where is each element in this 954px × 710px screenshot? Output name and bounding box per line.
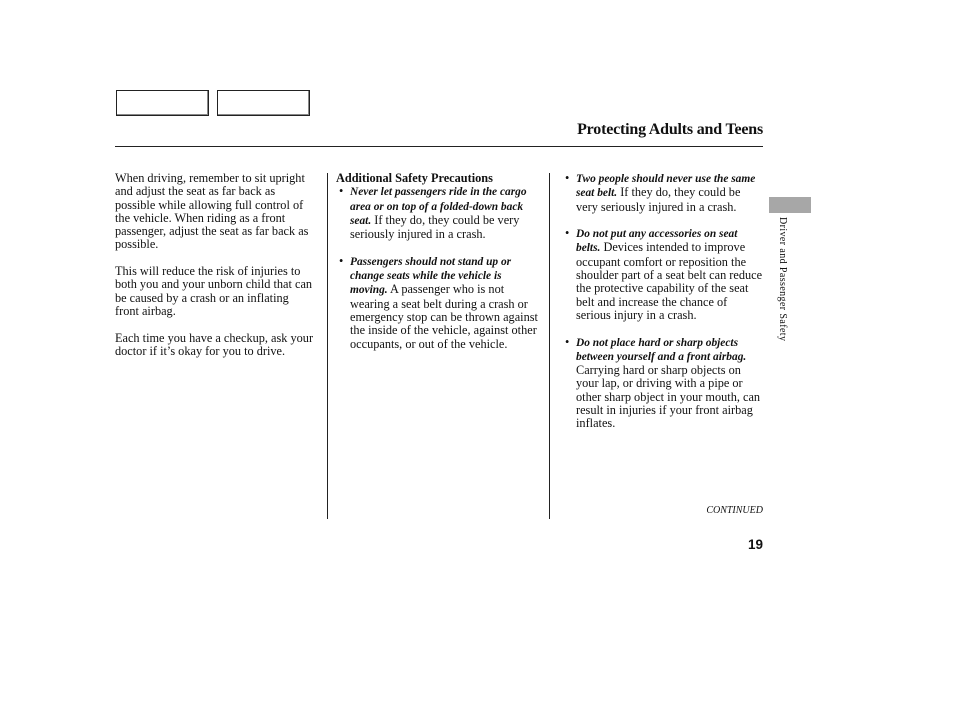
page-number: 19 xyxy=(747,537,763,552)
bullet-icon: • xyxy=(565,334,570,349)
bullet-lead: Do not place hard or sharp objects between yourself and a front airbag. xyxy=(576,336,747,363)
bullet-text: Carrying hard or sharp objects on your lap, or driving with a pipe or other sharp object in your mouth, can result in injuries if your front airbag inflates. xyxy=(576,363,761,431)
nav-button-2[interactable] xyxy=(217,90,310,116)
column-3 xyxy=(562,172,764,444)
paragraph: When driving, remember to sit upright and adjust the seat as far back as possible while allowing full control of the vehicle. When riding as a front passenger, adjust the seat as far back as possible. xyxy=(115,171,309,252)
bullet-icon: • xyxy=(565,226,570,241)
section-heading: Additional Safety Precautions xyxy=(336,171,493,185)
section-tab-label: Driver and Passenger Safety xyxy=(777,217,788,342)
bullet-text: If they do, they could be very seriously injured in a crash. xyxy=(350,212,520,242)
bullet-icon: • xyxy=(565,171,570,185)
bullet-lead: Two people should never use the same seat belt. xyxy=(576,173,756,200)
bullet-lead: Do not put any accessories on seat belts. xyxy=(576,228,738,255)
continued-label: CONTINUED xyxy=(706,505,763,516)
bullet-item xyxy=(336,255,542,351)
section-tab xyxy=(769,197,811,213)
bullet-lead: Never let passengers ride in the cargo area or on top of a folded-down back seat. xyxy=(350,186,527,227)
column-2 xyxy=(336,172,542,364)
bullet-text: A passenger who is not wearing a seat belt during a crash or emergency stop can be thrown against the inside of the vehicle, against other occupants, or out of the vehicle. xyxy=(350,282,538,351)
title-rule xyxy=(115,146,763,147)
bullet-text: If they do, they could be very seriously injured in a crash. xyxy=(576,185,741,214)
bullet-icon: • xyxy=(339,253,344,268)
paragraph: This will reduce the risk of injuries to both you and your unborn child that can be caused by a crash or an inflating front airbag. xyxy=(115,264,313,318)
column-divider-1 xyxy=(327,173,328,519)
column-1 xyxy=(115,172,315,371)
bullet-item xyxy=(562,172,764,214)
bullet-text: Devices intended to improve occupant comfort or reposition the shoulder part of a seat belt can reduce the protective capability of the seat belt and increase the chance of serious injury in a crash. xyxy=(576,240,763,322)
page-title: Protecting Adults and Teens xyxy=(577,121,763,138)
column-divider-2 xyxy=(549,173,550,519)
bullet-icon: • xyxy=(339,184,344,199)
bullet-item xyxy=(562,336,764,431)
nav-button-1[interactable] xyxy=(116,90,209,116)
bullet-lead: Passengers should not stand up or change seats while the vehicle is moving. xyxy=(350,255,512,297)
bullet-item xyxy=(562,227,764,322)
paragraph: Each time you have a checkup, ask your doctor if it’s okay for you to drive. xyxy=(115,330,314,358)
bullet-item xyxy=(336,185,542,241)
